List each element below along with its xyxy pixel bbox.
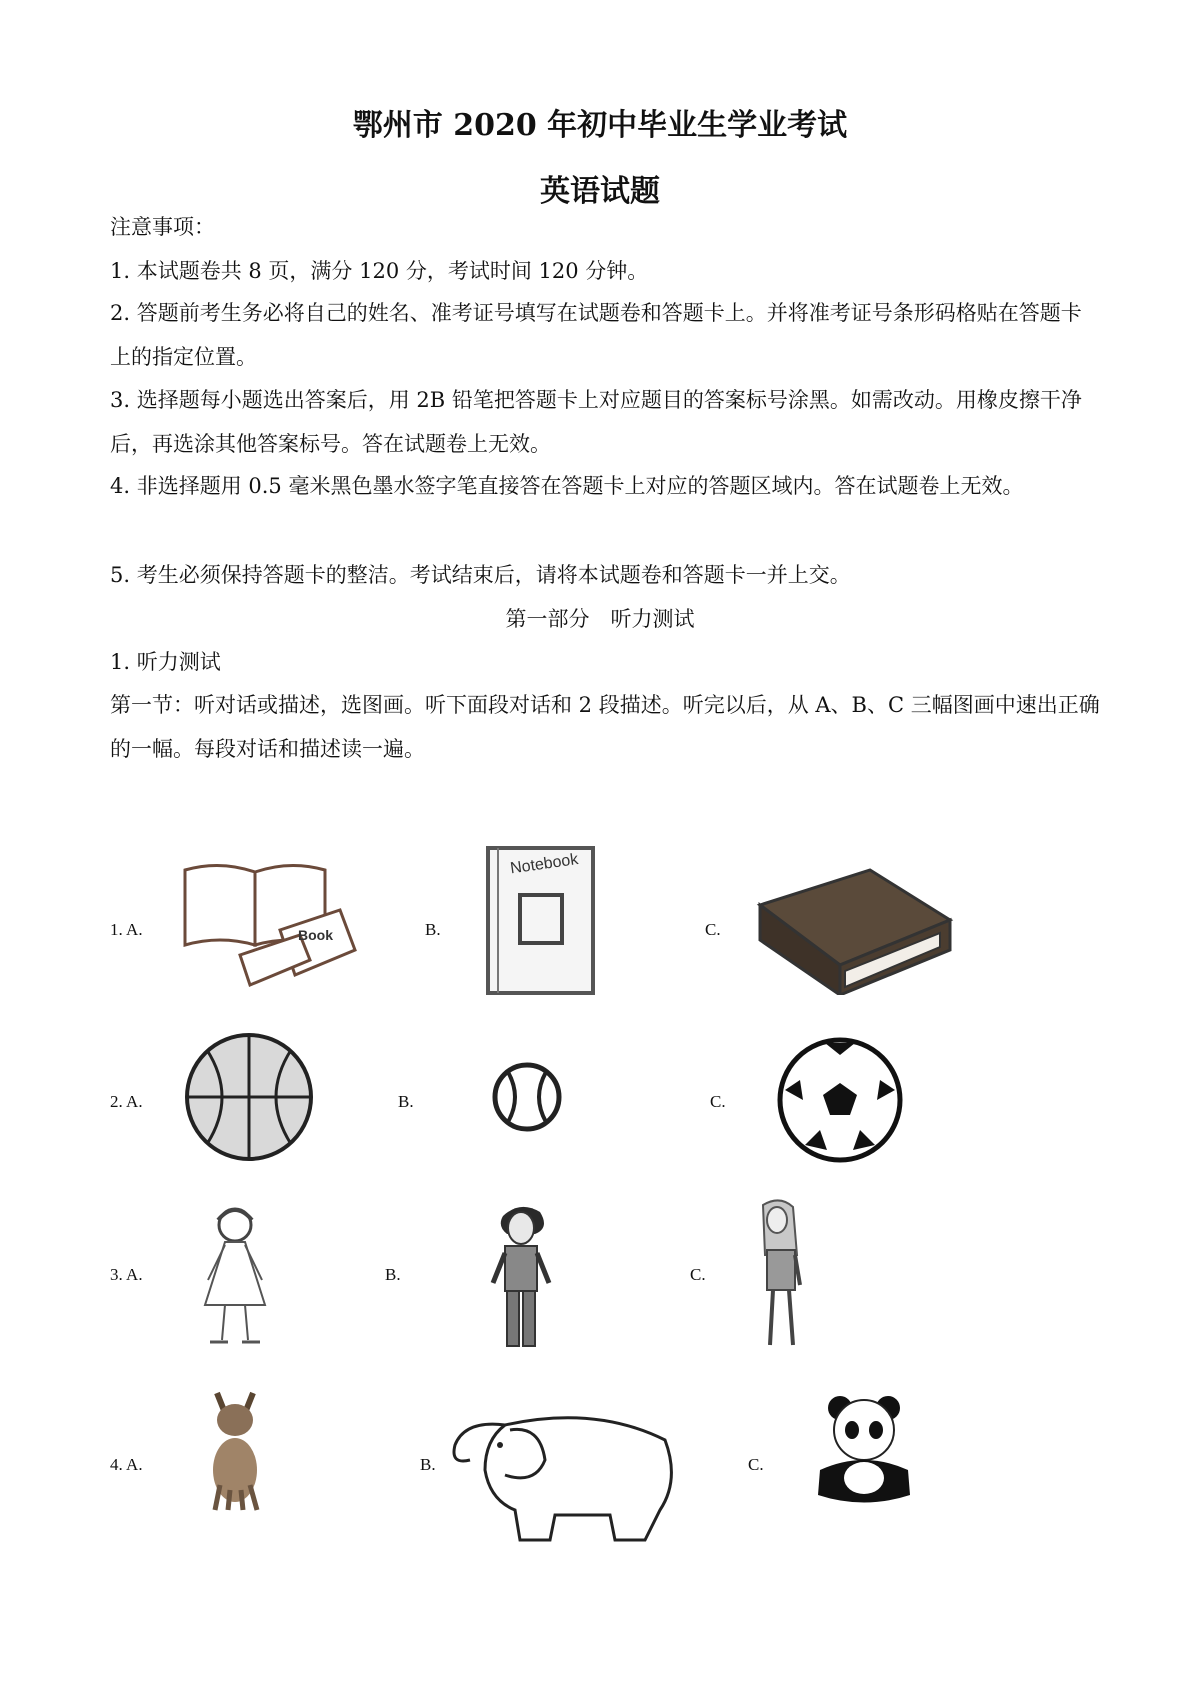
q1-a-label: 1. A. [110,920,143,939]
notebook-icon [480,840,600,1000]
q4-c-label: C. [748,1455,764,1474]
section-instruction: 第一节：听对话或描述，选图画。听下面段对话和 2 段描述。听完以后，从 A、B、C 三幅图画中速出正确的一幅。每段对话和描述读一遍。 [110,693,1100,761]
q3-a-label: 3. A. [110,1265,143,1284]
svg-text:Notebook: Notebook [509,851,580,878]
svg-text:Book: Book [298,927,333,943]
long-hair-girl-icon [745,1195,815,1355]
note-item-3: 3. 选择题每小题选出答案后，用 2B 铅笔把答题卡上对应题目的答案标号涂黑。如需改动。用橡皮擦干净后，再选涂其他答案标号。答在试题卷上无效。 [110,388,1082,456]
notes-heading: 注意事项： [110,215,215,239]
q3-c-label: C. [690,1265,706,1284]
q4-b-label: B. [420,1455,436,1474]
q2-b-label: B. [398,1092,414,1111]
closed-book-icon [750,865,960,995]
q3-b-label: B. [385,1265,401,1284]
baseball-icon [490,1060,565,1135]
q1-b-label: B. [425,920,441,939]
elephant-icon [445,1390,685,1550]
basketball-icon [182,1030,317,1165]
section-heading: 1. 听力测试 [110,650,221,674]
note-item-1: 1. 本试题卷共 8 页，满分 120 分，考试时间 120 分钟。 [110,259,649,283]
q4-a-label: 4. A. [110,1455,143,1474]
boy-icon [475,1198,565,1358]
exam-title: 鄂州市 2020 年初中毕业生学业考试 [352,108,848,143]
part-title: 第一部分 听力测试 [505,607,695,631]
soccer-ball-icon [775,1035,905,1165]
panda-icon [800,1390,920,1510]
q1-c-label: C. [705,920,721,939]
exam-subtitle: 英语试题 [540,174,660,209]
q2-a-label: 2. A. [110,1092,143,1111]
note-item-4: 4. 非选择题用 0.5 毫米黑色墨水签字笔直接答在答题卡上对应的答题区域内。答在试题卷上无效。 [110,474,1024,498]
q2-c-label: C. [710,1092,726,1111]
dog-icon [195,1385,275,1515]
note-item-2: 2. 答题前考生务必将自己的姓名、准考证号填写在试题卷和答题卡上。并将准考证号条形码格贴在答题卡上的指定位置。 [110,301,1082,369]
girl-dress-icon [180,1200,290,1350]
note-item-5: 5. 考生必须保持答题卡的整洁。考试结束后，请将本试题卷和答题卡一并上交。 [110,563,851,587]
open-books-icon [180,860,360,995]
